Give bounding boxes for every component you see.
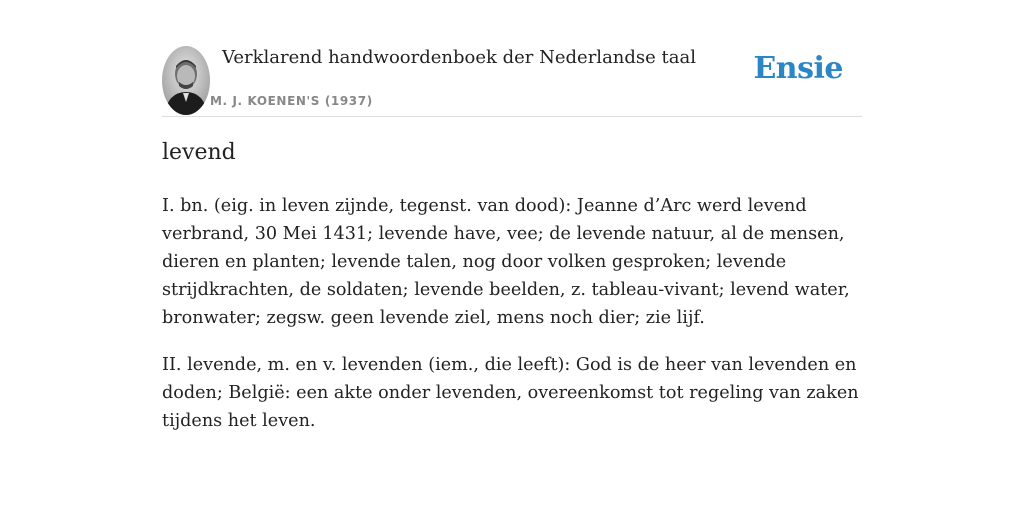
dictionary-header [162, 46, 862, 117]
book-title[interactable]: Verklarend handwoordenboek der Nederlandse taal [222, 47, 696, 68]
definition-2: II. levende, m. en v. levenden (iem., die leeft): God is de heer van levenden en doden; België: een akte onder levenden, overeenkomst tot regeling van zaken tijdens het leven. [162, 355, 859, 431]
author-portrait-icon[interactable] [162, 46, 210, 115]
definition-1: I. bn. (eig. in leven zijnde, tegenst. van dood): Jeanne d’Arc werd levend verbrand, 30 Mei 1431; levende have, vee; de levende natuur, al de mensen, dieren en planten; levende talen, nog door volken gesproken; levende strijdkrachten, de soldaten; levende beelden, z. tableau-vivant; levend water, bronwater; zegsw. geen levende ziel, mens noch dier; zie lijf. [162, 196, 850, 328]
ensie-logo-link[interactable]: Ensie [753, 51, 843, 86]
headword: levend [162, 140, 236, 165]
book-author: M. J. KOENEN'S (1937) [210, 94, 373, 108]
